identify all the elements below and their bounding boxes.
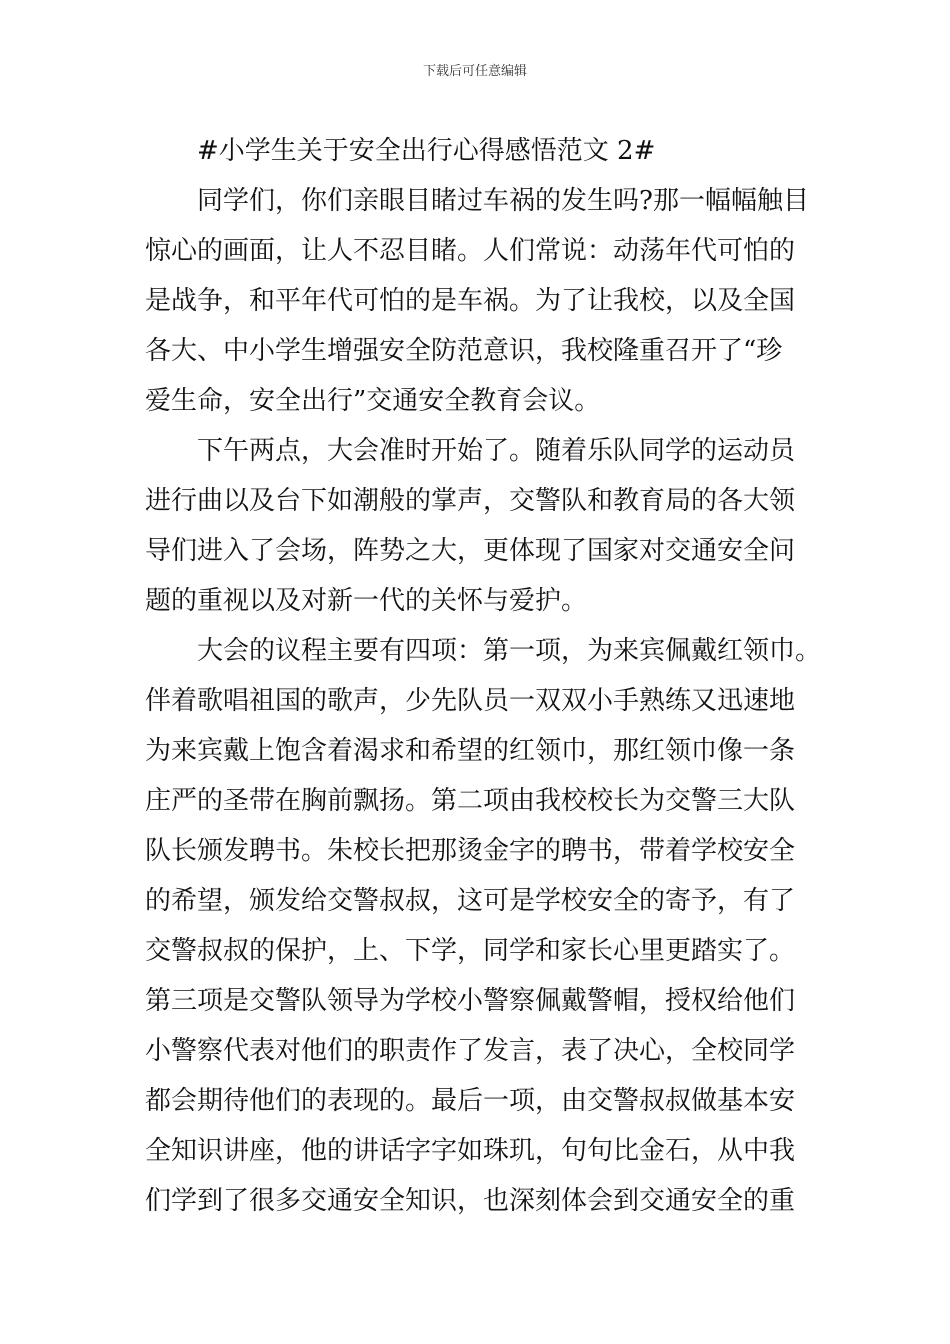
document-body	[145, 126, 822, 1226]
paragraph-line: 都会期待他们的表现的。最后一项，由交警叔叔做基本安	[145, 1086, 796, 1116]
paragraph-line: 交警叔叔的保护，上、下学，同学和家长心里更踏实了。	[145, 936, 796, 966]
page-header: 下载后可任意编辑	[422, 64, 527, 79]
paragraph-line: 是战争，和平年代可怕的是车祸。为了让我校，以及全国	[145, 286, 796, 316]
paragraph-line: 庄严的圣带在胸前飘扬。第二项由我校校长为交警三大队	[145, 786, 796, 816]
paragraph-line: 进行曲以及台下如潮般的掌声，交警队和教育局的各大领	[145, 486, 796, 516]
paragraph-line: 小警察代表对他们的职责作了发言，表了决心，全校同学	[145, 1036, 796, 1066]
paragraph-line: 各大、中小学生增强安全防范意识，我校隆重召开了“珍	[145, 336, 783, 366]
paragraph-line: 导们进入了会场，阵势之大，更体现了国家对交通安全问	[145, 536, 796, 566]
paragraph-line: 全知识讲座，他的讲话字字如珠玑，句句比金石，从中我	[145, 1136, 796, 1166]
paragraph-line: 爱生命，安全出行”交通安全教育会议。	[145, 386, 601, 416]
paragraph-line: 的希望，颁发给交警叔叔，这可是学校安全的寄予，有了	[145, 886, 796, 916]
paragraph-line: 队长颁发聘书。朱校长把那烫金字的聘书，带着学校安全	[145, 836, 796, 866]
paragraph-line: 第三项是交警队领导为学校小警察佩戴警帽，授权给他们	[145, 986, 796, 1016]
paragraph-line: 们学到了很多交通安全知识，也深刻体会到交通安全的重	[145, 1186, 796, 1216]
document-title: #小学生关于安全出行心得感悟范文 2#	[197, 136, 656, 166]
paragraph-line: 惊心的画面，让人不忍目睹。人们常说：动荡年代可怕的	[145, 236, 796, 266]
paragraph-line: 大会的议程主要有四项：第一项，为来宾佩戴红领巾。	[197, 636, 822, 666]
paragraph-2	[145, 426, 815, 626]
paragraph-line: 题的重视以及对新一代的关怀与爱护。	[145, 586, 588, 616]
paragraph-line: 伴着歌唱祖国的歌声，少先队员一双双小手熟练又迅速地	[145, 686, 796, 716]
paragraph-1	[145, 176, 815, 426]
paragraph-3	[145, 626, 822, 1226]
paragraph-line: 同学们，你们亲眼目睹过车祸的发生吗?那一幅幅触目	[197, 186, 809, 216]
paragraph-line: 下午两点，大会准时开始了。随着乐队同学的运动员	[197, 436, 796, 466]
paragraph-line: 为来宾戴上饱含着渴求和希望的红领巾，那红领巾像一条	[145, 736, 796, 766]
